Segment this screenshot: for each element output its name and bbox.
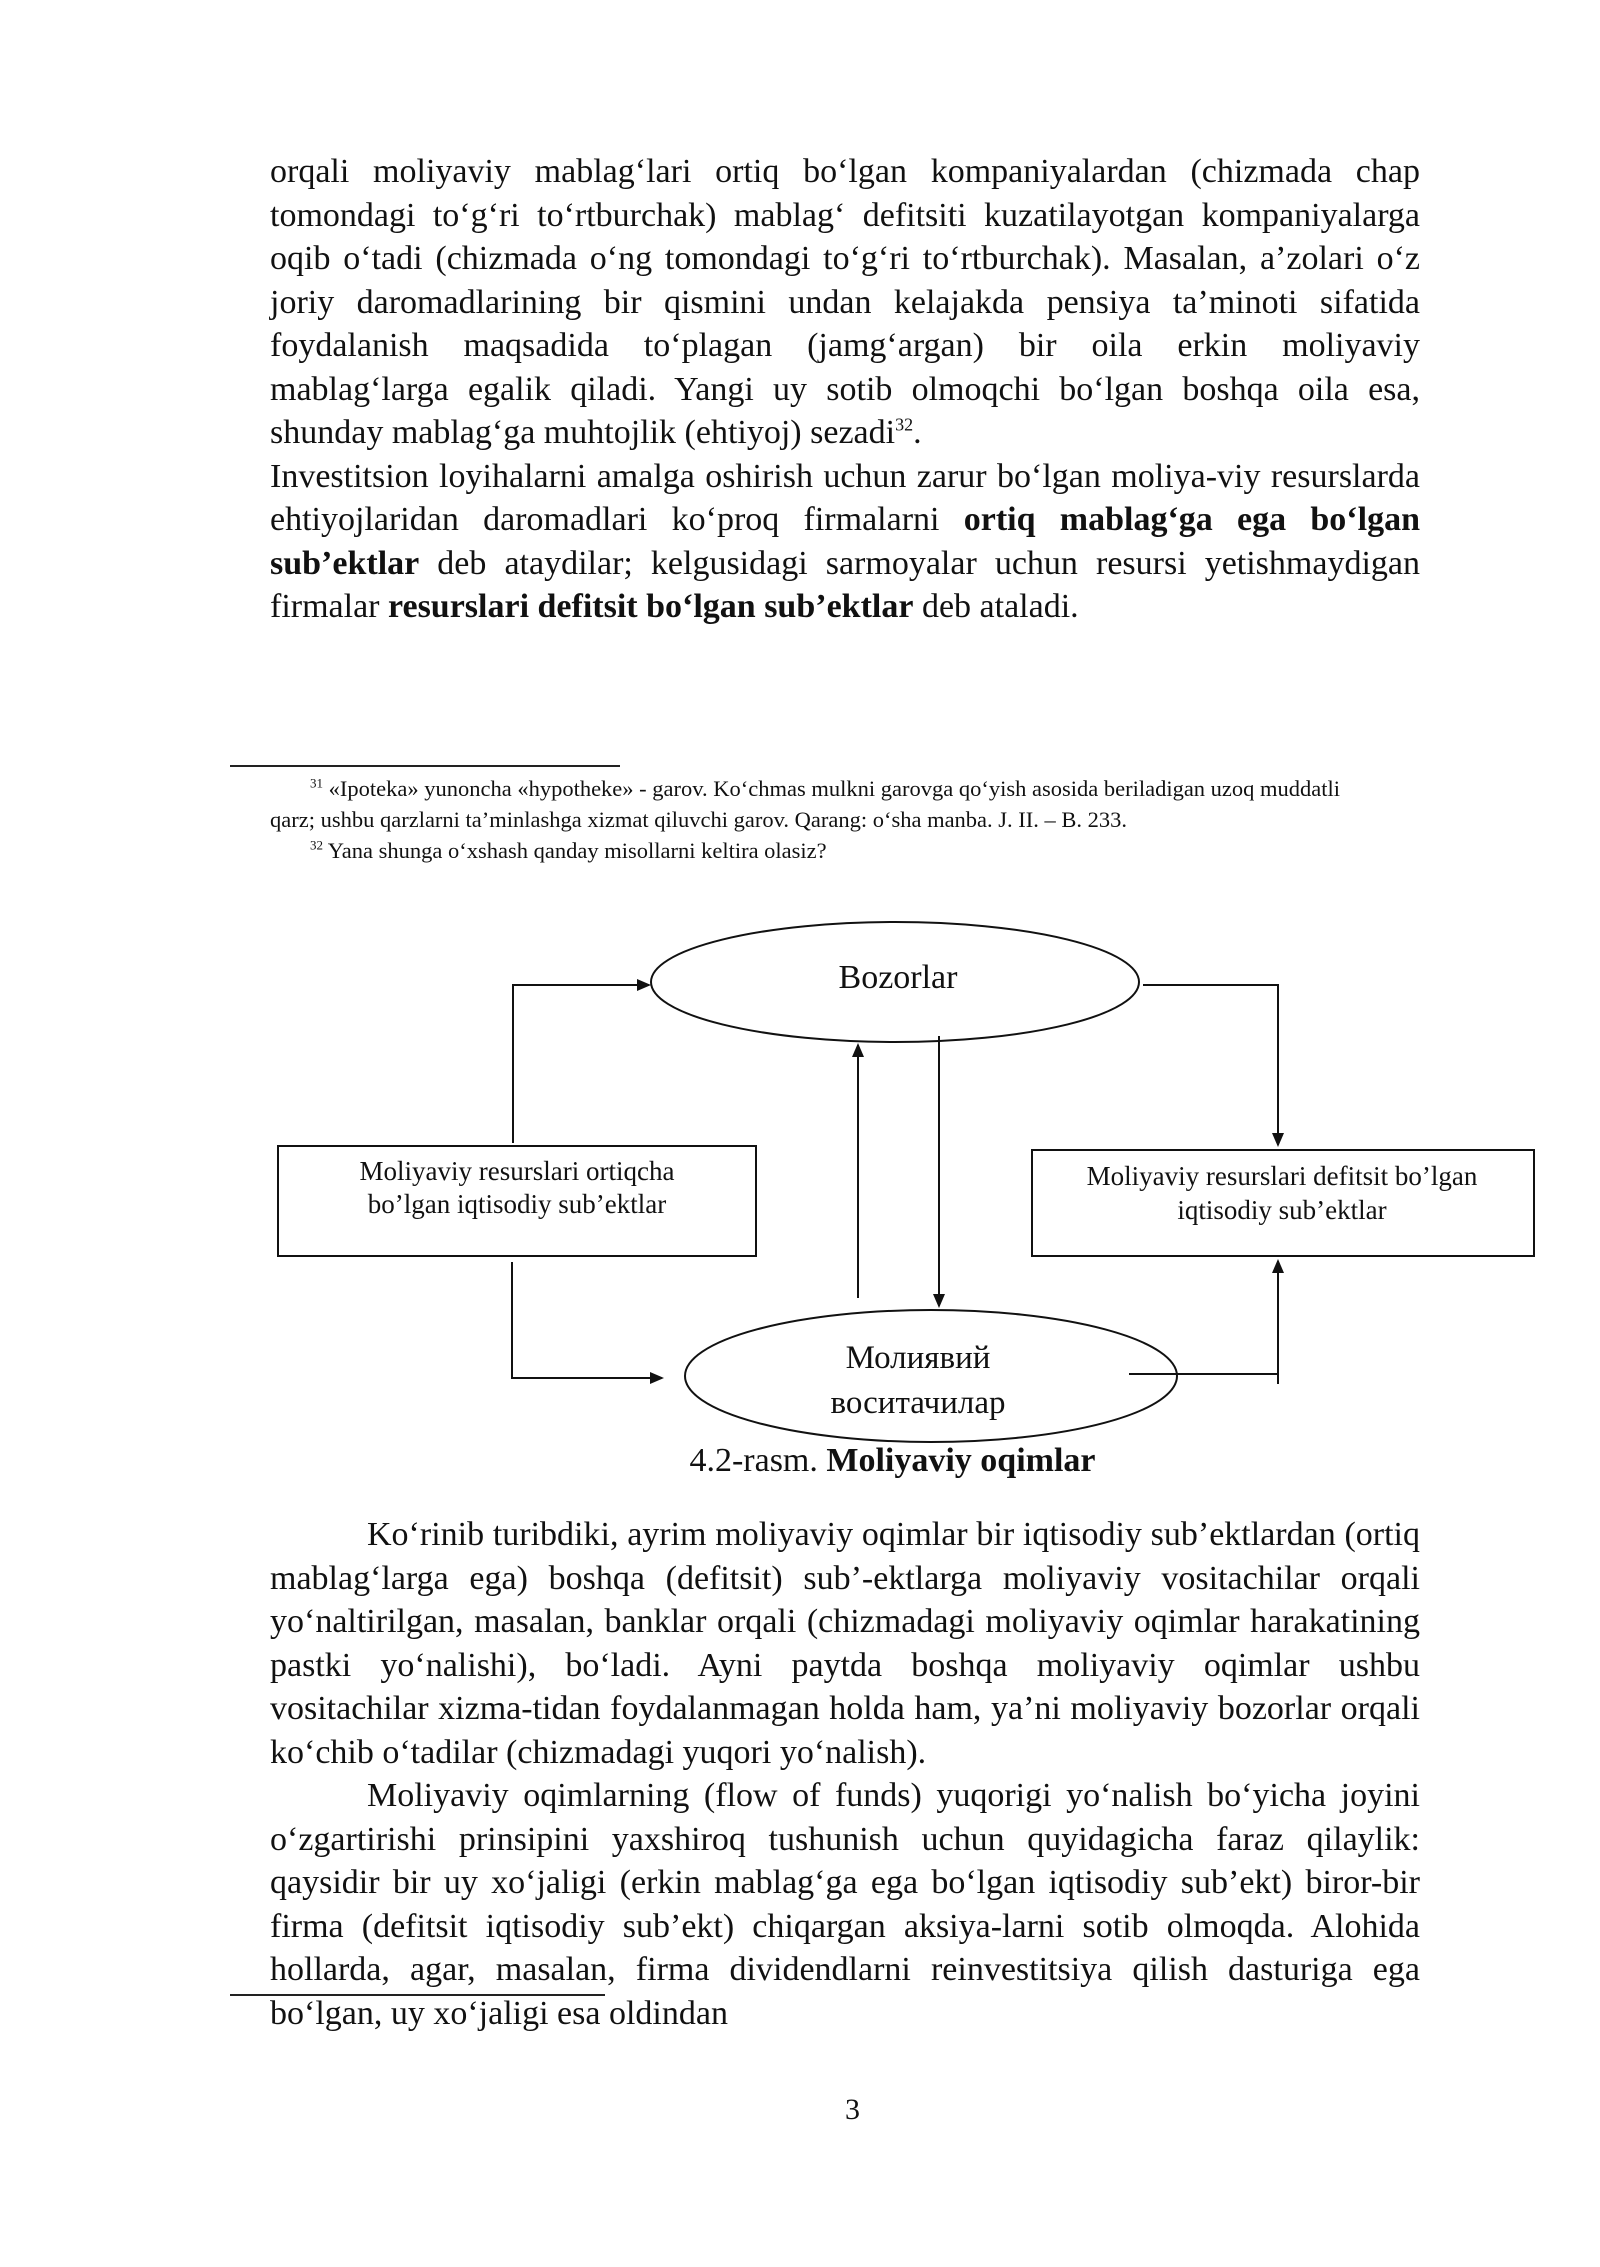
body-text-top	[270, 150, 1420, 629]
footnote-ref-32[interactable]: 32	[895, 414, 914, 435]
paragraph-2-text-a: Investitsion loyihalarni amalga oshirish uchun zarur bo‘lgan moliya-viy resurslarda ehtiyojlaridan daromadlari ko‘proq firmalarni	[270, 457, 1420, 538]
intermediaries-ellipse	[685, 1310, 1177, 1442]
intermediaries-label-2: воситачилар	[830, 1385, 1006, 1421]
paragraph-2-text-b: deb ataydilar; kelgusidagi sarmoyalar uchun resursi yetishmaydigan firmalar	[270, 544, 1420, 625]
arrow-surplus-to-intermediaries	[512, 1262, 662, 1378]
markets-ellipse	[651, 922, 1139, 1042]
paragraph-4: Moliyaviy oqimlarning (flow of funds) yuqorigi yo‘nalish bo‘yicha joyini o‘zgartirishi prinsipini yaxshiroq tushunish uchun quyidagicha faraz qilaylik: qaysidir bir uy xo‘jaligi (erkin mablag‘ga ega bo‘lgan iqtisodiy sub’ekt) biror-bir firma (defitsit iqtisodiy sub’ekt) chiqargan aksiya-larni sotib olmoqda. Alohida hollarda, agar, masalan, firma dividendlarni reinvestitsiya qilish dasturiga ega bo‘lgan, uy xo‘jaligi esa oldindan	[270, 1777, 1420, 2032]
paragraph-1-end: .	[913, 414, 922, 451]
surplus-box	[278, 1146, 756, 1256]
surplus-label-1: Moliyaviy resurslari ortiqcha	[359, 1156, 675, 1186]
footnote-31-text: «Ipoteka» yunoncha «hypotheke» - garov. Ko‘chmas mulkni garovga qo‘yish asosida beriladigan uzoq muddatli qarz; ushbu qarzlarni ta’minlashga xizmat qiluvchi garov. Qarang: o‘sha manba. J. II. – B. 233.	[270, 776, 1341, 832]
figure-caption	[270, 1442, 1515, 1480]
paragraph-3: Ko‘rinib turibdiki, ayrim moliyaviy oqimlar bir iqtisodiy sub’ektlardan (ortiq mablag‘larga ega) boshqa (defitsit) sub’-ektlarga moliyaviy vositachilar orqali yo‘naltirilgan, masalan, banklar orqali (chizmadagi moliyaviy oqimlar harakatining pastki yo‘nalishi), bo‘ladi. Ayni paytda boshqa moliyaviy oqimlar ushbu vositachilar xizma-tidan foydalanmagan holda ham, ya’ni moliyaviy bozorlar orqali ko‘chib o‘tadilar (chizmadagi yuqori yo‘nalish).	[270, 1516, 1420, 1771]
footnote-32-number: 32	[310, 837, 323, 853]
term-deficit-subjects: resurslari defitsit bo‘lgan sub’ektlar	[388, 588, 914, 625]
caption-title: Moliyaviy oqimlar	[826, 1442, 1096, 1479]
footnote-separator	[230, 765, 620, 767]
footnote-31	[270, 773, 1375, 835]
markets-label: Bozorlar	[838, 959, 958, 996]
footnote-32-text: Yana shunga o‘xshash qanday misollarni keltira olasiz?	[327, 838, 827, 863]
body-text-bottom	[270, 1513, 1420, 2035]
surplus-label-2: bo’lgan iqtisodiy sub’ektlar	[367, 1189, 667, 1219]
paragraph-1-text: orqali moliyaviy mablag‘lari ortiq bo‘lgan kompaniyalardan (chizmada chap tomondagi to‘g‘ri to‘rtburchak) mablag‘ defitsiti kuzatilayotgan kompaniyalarga oqib o‘tadi (chizmada o‘ng tomondagi to‘g‘ri to‘rtburchak). Masalan, a’zolari o‘z joriy daromadlarining bir qismini undan kelajakda pensiya ta’minoti sifatida foydalanish maqsadida to‘plagan (jamg‘argan) bir oila erkin moliyaviy mablag‘larga egalik qiladi. Yangi uy sotib olmoqchi bo‘lgan boshqa oila esa, shunday mablag‘ga muhtojlik (ehtiyoj) sezadi	[270, 153, 1420, 451]
paragraph-1	[270, 150, 1420, 455]
paragraph-2	[270, 455, 1420, 629]
arrow-intermediaries-to-deficit	[1129, 1261, 1278, 1374]
footnote-separator-bottom	[230, 1994, 605, 1996]
term-surplus-subjects: ortiq mablag‘ga ega bo‘lgan sub’ektlar	[270, 501, 1420, 582]
intermediaries-label-1: Молиявий	[845, 1340, 991, 1376]
paragraph-2-text-c: deb ataladi.	[913, 588, 1079, 625]
deficit-label-2: iqtisodiy sub’ektlar	[1177, 1195, 1387, 1225]
footnotes	[270, 773, 1375, 866]
deficit-label-1: Moliyaviy resurslari defitsit bo’lgan	[1086, 1161, 1478, 1191]
caption-prefix: 4.2-rasm.	[689, 1442, 827, 1479]
arrow-surplus-to-markets	[513, 985, 649, 1143]
footnote-32	[270, 835, 1375, 866]
footnote-31-number: 31	[310, 775, 323, 791]
arrow-markets-to-deficit	[1143, 985, 1278, 1145]
page-number: 3	[845, 2093, 860, 2126]
deficit-box	[1032, 1150, 1534, 1256]
